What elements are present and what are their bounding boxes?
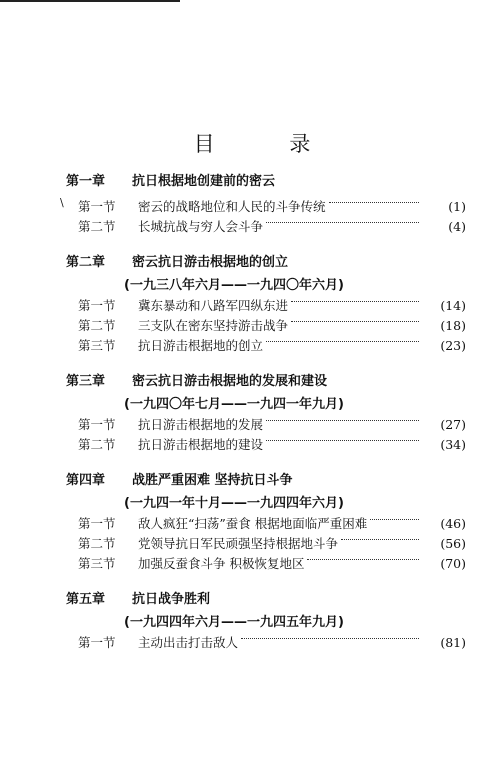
chapter-date-range: (一九四一年十月——一九四四年六月) [124, 495, 344, 511]
chapter-heading [66, 467, 466, 489]
section-title: 加强反蚕食斗争 积极恢复地区 [138, 556, 305, 571]
section-number: 第二节 [78, 318, 116, 333]
section-title: 长城抗战与穷人会斗争 [138, 219, 264, 234]
section-title: 主动出击打击敌人 [138, 635, 239, 650]
section-number: 第一节 [78, 635, 116, 650]
section-number: 第二节 [78, 219, 116, 234]
chapter-title: 密云抗日游击根据地的发展和建设 [132, 373, 328, 389]
section-row [66, 414, 466, 434]
page-number: (27) [440, 416, 466, 432]
chapter-heading [66, 249, 466, 271]
chapter-heading [66, 368, 466, 390]
chapter-date-range: (一九四〇年七月——一九四一年九月) [124, 396, 344, 412]
chapter-1 [66, 168, 466, 236]
section-number: 第一节 [78, 417, 116, 432]
chapter-5 [66, 586, 466, 652]
chapter-number: 第五章 [66, 591, 106, 607]
page-number: (70) [440, 555, 466, 571]
chapter-title: 抗日根据地创建前的密云 [132, 173, 276, 189]
page-title: 目 录 [193, 132, 345, 156]
page-number: (34) [440, 436, 466, 452]
chapter-2 [66, 249, 466, 355]
section-row [66, 632, 466, 652]
chapter-heading [66, 168, 466, 190]
section-row [66, 295, 466, 315]
table-of-contents [66, 168, 466, 665]
section-row [66, 216, 466, 236]
section-row [66, 434, 466, 454]
dot-leader [291, 321, 419, 322]
chapter-4 [66, 467, 466, 573]
section-number: 第二节 [78, 536, 116, 551]
page-number: (56) [440, 535, 466, 551]
section-row [66, 513, 466, 533]
section-number: 第二节 [78, 437, 116, 452]
page-number: (46) [440, 515, 466, 531]
dot-leader [266, 222, 419, 223]
chapter-title: 密云抗日游击根据地的创立 [132, 254, 289, 270]
section-title: 抗日游击根据地的发展 [138, 417, 264, 432]
dot-leader [307, 559, 419, 560]
section-title: 党领导抗日军民顽强坚持根据地斗争 [138, 536, 339, 551]
section-row [66, 196, 466, 216]
scan-speck: \ [60, 196, 64, 209]
page-number: (23) [440, 337, 466, 353]
section-title: 敌人疯狂“扫荡”蚕食 根据地面临严重困难 [138, 516, 368, 531]
chapter-number: 第二章 [66, 254, 106, 270]
chapter-date-range: (一九四四年六月——一九四五年九月) [124, 614, 344, 630]
page-number: (1) [448, 198, 466, 214]
section-number: 第一节 [78, 516, 116, 531]
section-row [66, 335, 466, 355]
section-row [66, 553, 466, 573]
dot-leader [329, 202, 419, 203]
chapter-number: 第四章 [66, 472, 106, 488]
dot-leader [266, 341, 419, 342]
section-number: 第一节 [78, 199, 116, 214]
chapter-date-range: (一九三八年六月——一九四〇年六月) [124, 277, 344, 293]
section-title: 密云的战略地位和人民的斗争传统 [138, 199, 326, 214]
dot-leader [241, 638, 419, 639]
section-title: 抗日游击根据地的创立 [138, 338, 264, 353]
chapter-title: 战胜严重困难 坚持抗日斗争 [132, 472, 293, 488]
section-row [66, 315, 466, 335]
chapter-number: 第三章 [66, 373, 106, 389]
dot-leader [266, 420, 419, 421]
section-number: 第三节 [78, 556, 116, 571]
section-title: 抗日游击根据地的建设 [138, 437, 264, 452]
section-title: 三支队在密东坚持游击战争 [138, 318, 289, 333]
chapter-heading [66, 586, 466, 608]
page-number: (18) [440, 317, 466, 333]
section-number: 第三节 [78, 338, 116, 353]
scan-edge-mark [0, 0, 180, 2]
dot-leader [266, 440, 419, 441]
section-title: 冀东暴动和八路军四纵东进 [138, 298, 289, 313]
chapter-3 [66, 368, 466, 454]
page-number: (81) [440, 634, 466, 650]
chapter-number: 第一章 [66, 173, 106, 189]
section-row [66, 533, 466, 553]
page-number: (4) [448, 218, 466, 234]
page-number: (14) [440, 297, 466, 313]
dot-leader [291, 301, 419, 302]
section-number: 第一节 [78, 298, 116, 313]
dot-leader [341, 539, 419, 540]
chapter-title: 抗日战争胜利 [132, 591, 211, 607]
dot-leader [370, 519, 419, 520]
